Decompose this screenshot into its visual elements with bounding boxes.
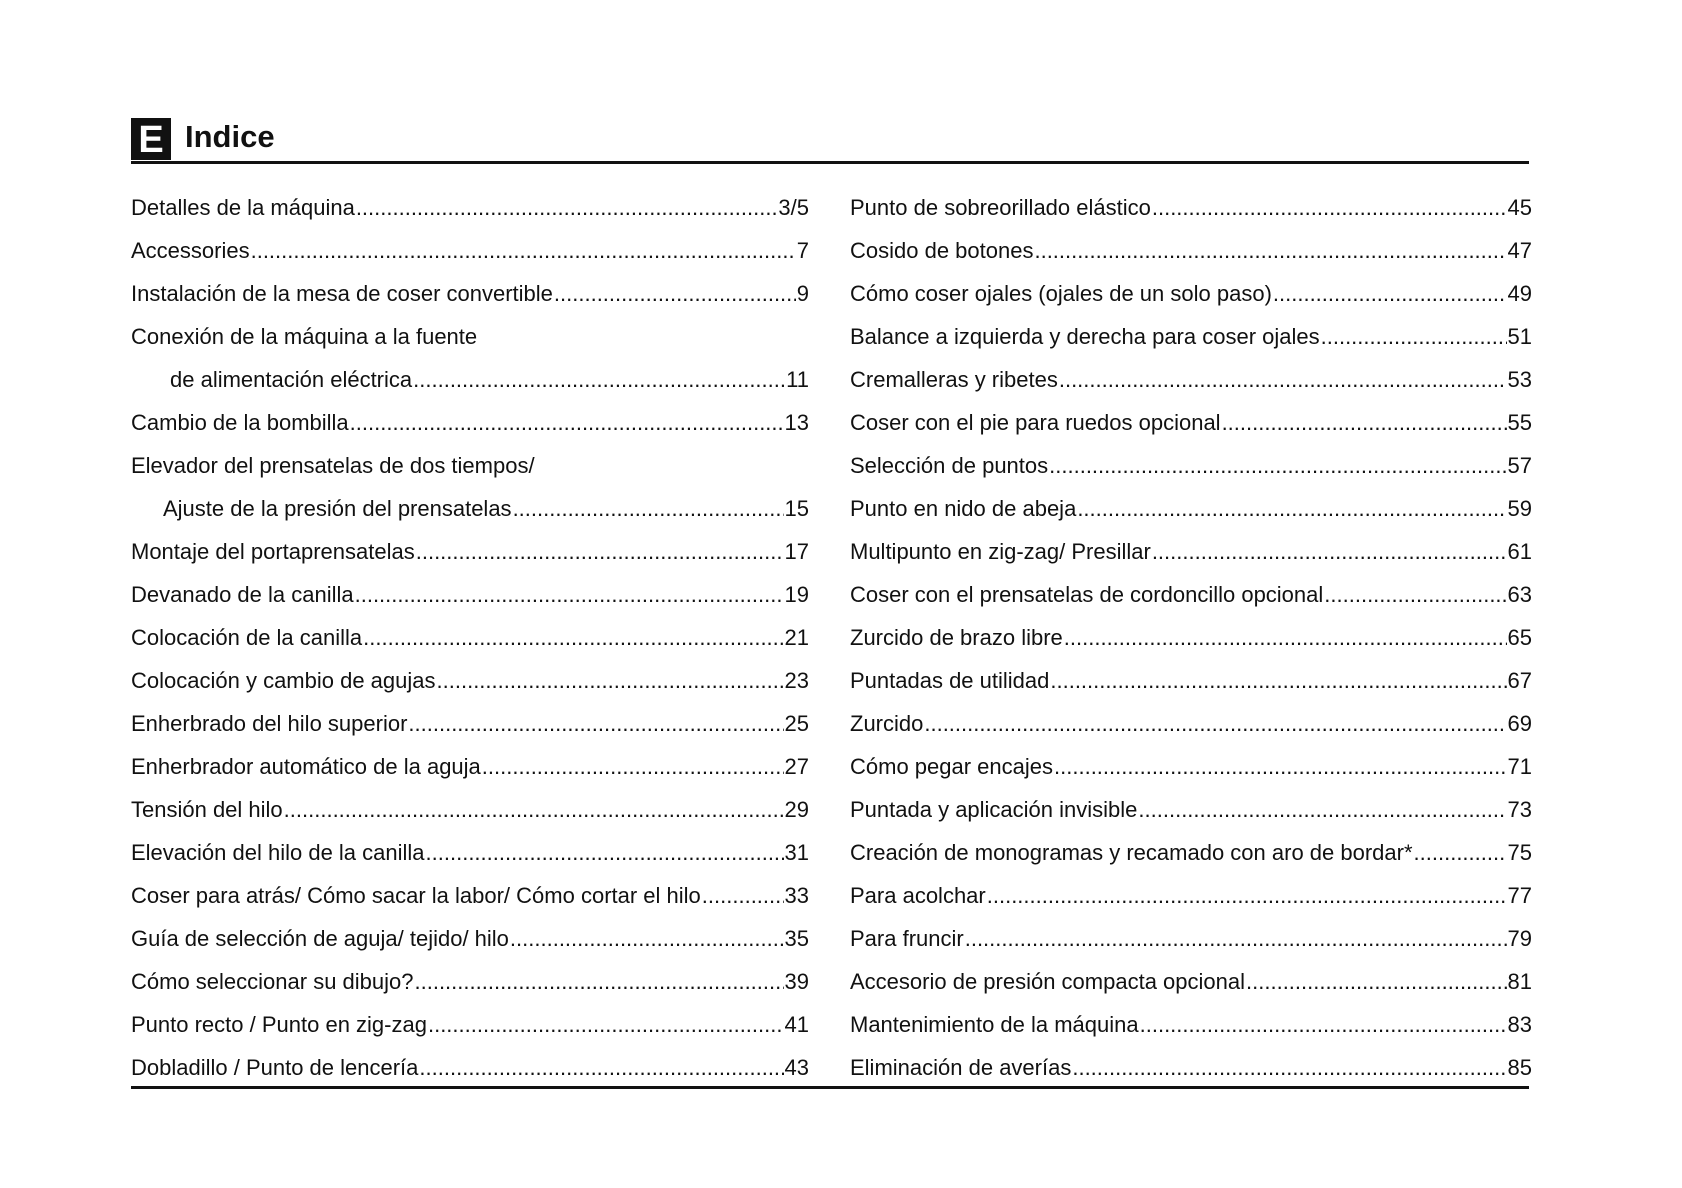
toc-entry[interactable]: [850, 487, 1532, 530]
toc-entry-page: 13: [784, 410, 809, 435]
leader-dots: [416, 530, 784, 573]
toc-entry[interactable]: [131, 530, 809, 573]
toc-entry-page: 51: [1507, 324, 1532, 349]
index-header: [131, 114, 1529, 164]
toc-entry-page: 17: [784, 539, 809, 564]
toc-entry-label: Enherbrador automático de la aguja: [131, 754, 481, 779]
toc-entry-page: 35: [784, 926, 809, 951]
toc-entry-label: Eliminación de averías: [850, 1055, 1072, 1080]
toc-entry-page: 43: [784, 1055, 809, 1080]
toc-entry[interactable]: [131, 186, 809, 229]
toc-entry[interactable]: [850, 358, 1532, 401]
toc-entry-label: Cosido de botones: [850, 238, 1034, 263]
toc-entry[interactable]: [131, 1046, 809, 1089]
toc-entry-label: Coser con el pie para ruedos opcional: [850, 410, 1221, 435]
index-page: [131, 114, 1532, 1089]
toc-entry-page: 63: [1507, 582, 1532, 607]
right-column: [850, 186, 1532, 1089]
toc-entry-page: 15: [784, 496, 809, 521]
toc-entry[interactable]: [131, 358, 809, 401]
leader-dots: [1054, 745, 1507, 788]
toc-entry-label: Cambio de la bombilla: [131, 410, 349, 435]
toc-entry-page: 59: [1507, 496, 1532, 521]
toc-entry[interactable]: [850, 831, 1532, 874]
toc-entry[interactable]: [131, 745, 809, 788]
toc-entry-page: 31: [784, 840, 809, 865]
index-columns: [131, 186, 1532, 1089]
toc-entry[interactable]: [131, 917, 809, 960]
leader-dots: [1077, 487, 1506, 530]
leader-dots: [554, 272, 796, 315]
leader-dots: [1059, 358, 1507, 401]
toc-entry-label: Devanado de la canilla: [131, 582, 354, 607]
leader-dots: [363, 616, 783, 659]
toc-entry[interactable]: [850, 229, 1532, 272]
page-title: Indice: [185, 119, 275, 154]
toc-entry[interactable]: [131, 659, 809, 702]
toc-entry-page: 61: [1507, 539, 1532, 564]
toc-entry[interactable]: [850, 530, 1532, 573]
toc-entry-label: Puntadas de utilidad: [850, 668, 1050, 693]
leader-dots: [1152, 530, 1507, 573]
toc-entry-label: Zurcido: [850, 711, 924, 736]
leader-dots: [924, 702, 1506, 745]
leader-dots: [1324, 573, 1506, 616]
leader-dots: [356, 186, 778, 229]
toc-entry-page: 55: [1507, 410, 1532, 435]
toc-entry-label: Enherbrado del hilo superior: [131, 711, 408, 736]
toc-entry-label: Colocación de la canilla: [131, 625, 363, 650]
toc-entry-label: Punto de sobreorillado elástico: [850, 195, 1151, 220]
toc-entry[interactable]: [131, 573, 809, 616]
toc-entry-label: Cómo pegar encajes: [850, 754, 1054, 779]
toc-entry-page: 81: [1507, 969, 1532, 994]
leader-dots: [1222, 401, 1507, 444]
toc-entry-page: 49: [1507, 281, 1532, 306]
leader-dots: [965, 917, 1507, 960]
toc-entry-label: Montaje del portaprensatelas: [131, 539, 415, 564]
leader-dots: [350, 401, 784, 444]
leader-dots: [1050, 659, 1506, 702]
toc-entry[interactable]: [131, 874, 809, 917]
toc-entry[interactable]: [850, 1003, 1532, 1046]
leader-dots: [1152, 186, 1507, 229]
toc-entry-page: 23: [784, 668, 809, 693]
toc-entry[interactable]: [850, 788, 1532, 831]
toc-entry[interactable]: [131, 315, 809, 358]
leader-dots: [510, 917, 784, 960]
toc-entry-page: 77: [1507, 883, 1532, 908]
toc-entry-label: Tensión del hilo: [131, 797, 283, 822]
toc-entry-page: 29: [784, 797, 809, 822]
toc-entry-page: 33: [784, 883, 809, 908]
leader-dots: [1273, 272, 1507, 315]
toc-entry-label: Accesorio de presión compacta opcional: [850, 969, 1246, 994]
toc-entry-label: Ajuste de la presión del prensatelas: [163, 496, 512, 521]
toc-entry[interactable]: [850, 1046, 1532, 1089]
toc-entry-page: 19: [784, 582, 809, 607]
toc-entry[interactable]: [850, 960, 1532, 1003]
leader-dots: [419, 1046, 783, 1089]
toc-entry[interactable]: [850, 874, 1532, 917]
toc-entry[interactable]: [850, 573, 1532, 616]
toc-entry-page: 11: [786, 367, 809, 392]
leader-dots: [251, 229, 796, 272]
toc-entry-page: 69: [1507, 711, 1532, 736]
toc-entry[interactable]: [850, 186, 1532, 229]
toc-entry-label: Punto recto / Punto en zig-zag: [131, 1012, 427, 1037]
toc-entry-label: Cómo seleccionar su dibujo?: [131, 969, 414, 994]
toc-entry[interactable]: [131, 444, 809, 487]
toc-entry-page: 65: [1507, 625, 1532, 650]
toc-entry-page: 57: [1507, 453, 1532, 478]
leader-dots: [513, 487, 784, 530]
toc-entry[interactable]: [131, 401, 809, 444]
toc-entry[interactable]: [850, 917, 1532, 960]
toc-entry-label: Accessories: [131, 238, 250, 263]
leader-dots: [355, 573, 784, 616]
leader-dots: [408, 702, 783, 745]
toc-entry[interactable]: [131, 960, 809, 1003]
toc-entry-label: Cómo coser ojales (ojales de un solo paso): [850, 281, 1272, 306]
toc-entry[interactable]: [131, 272, 809, 315]
language-badge: E: [131, 118, 171, 160]
toc-entry[interactable]: [850, 315, 1532, 358]
toc-entry[interactable]: [131, 229, 809, 272]
toc-entry-label: Para acolchar: [850, 883, 986, 908]
leader-dots: [413, 358, 785, 401]
toc-entry-label: Mantenimiento de la máquina: [850, 1012, 1139, 1037]
toc-entry[interactable]: [131, 788, 809, 831]
toc-entry-page: 67: [1507, 668, 1532, 693]
toc-entry-label: Conexión de la máquina a la fuente: [131, 324, 478, 349]
toc-entry-label: Coser para atrás/ Cómo sacar la labor/ Cómo cortar el hilo: [131, 883, 701, 908]
leader-dots: [702, 874, 784, 917]
toc-entry-label: Multipunto en zig-zag/ Presillar: [850, 539, 1151, 564]
toc-entry-page: 3/5: [778, 195, 809, 220]
toc-entry-page: 75: [1507, 840, 1532, 865]
toc-entry[interactable]: [850, 444, 1532, 487]
toc-entry[interactable]: [850, 745, 1532, 788]
toc-entry-label: Dobladillo / Punto de lencería: [131, 1055, 419, 1080]
toc-entry-page: 83: [1507, 1012, 1532, 1037]
leader-dots: [1321, 315, 1507, 358]
toc-entry-page: 85: [1507, 1055, 1532, 1080]
toc-entry[interactable]: [131, 831, 809, 874]
leader-dots: [1064, 616, 1507, 659]
toc-entry-page: 39: [784, 969, 809, 994]
leader-dots: [1140, 1003, 1507, 1046]
toc-entry-page: 21: [784, 625, 809, 650]
leader-dots: [1034, 229, 1506, 272]
toc-entry-label: Puntada y aplicación invisible: [850, 797, 1138, 822]
bottom-divider: [131, 1086, 1529, 1089]
left-column: [131, 186, 809, 1089]
toc-entry-page: 79: [1507, 926, 1532, 951]
toc-entry-label: Selección de puntos: [850, 453, 1049, 478]
toc-entry[interactable]: [850, 659, 1532, 702]
leader-dots: [415, 960, 784, 1003]
toc-entry-label: de alimentación eléctrica: [170, 367, 413, 392]
toc-entry-label: Cremalleras y ribetes: [850, 367, 1058, 392]
toc-entry-label: Punto en nido de abeja: [850, 496, 1077, 521]
toc-entry[interactable]: [131, 487, 809, 530]
toc-entry-label: Guía de selección de aguja/ tejido/ hilo: [131, 926, 509, 951]
leader-dots: [1138, 788, 1506, 831]
toc-entry-page: 41: [784, 1012, 809, 1037]
toc-entry-label: Elevación del hilo de la canilla: [131, 840, 425, 865]
leader-dots: [428, 1003, 784, 1046]
toc-entry-label: Colocación y cambio de agujas: [131, 668, 436, 693]
toc-entry-label: Coser con el prensatelas de cordoncillo opcional: [850, 582, 1324, 607]
toc-entry-page: 73: [1507, 797, 1532, 822]
toc-entry-page: 25: [784, 711, 809, 736]
toc-entry[interactable]: [131, 1003, 809, 1046]
toc-entry-page: 7: [796, 238, 809, 263]
toc-entry-label: Detalles de la máquina: [131, 195, 355, 220]
toc-entry-page: 45: [1507, 195, 1532, 220]
toc-entry-label: Instalación de la mesa de coser convertible: [131, 281, 553, 306]
toc-entry[interactable]: [131, 616, 809, 659]
toc-entry-page: 53: [1507, 367, 1532, 392]
leader-dots: [437, 659, 784, 702]
leader-dots: [482, 745, 784, 788]
leader-dots: [426, 831, 784, 874]
toc-entry-page: 47: [1507, 238, 1532, 263]
leader-dots: [1072, 1046, 1506, 1089]
leader-dots: [1049, 444, 1506, 487]
toc-entry-label: Elevador del prensatelas de dos tiempos/: [131, 453, 535, 478]
toc-entry-page: 9: [796, 281, 809, 306]
leader-dots: [1414, 831, 1507, 874]
toc-entry-label: Balance a izquierda y derecha para coser ojales: [850, 324, 1320, 349]
toc-entry-page: 71: [1507, 754, 1532, 779]
toc-entry-label: Para fruncir: [850, 926, 964, 951]
toc-entry-page: 27: [784, 754, 809, 779]
toc-entry[interactable]: [850, 401, 1532, 444]
toc-entry-label: Zurcido de brazo libre: [850, 625, 1063, 650]
toc-entry[interactable]: [850, 702, 1532, 745]
leader-dots: [1246, 960, 1507, 1003]
toc-entry[interactable]: [850, 616, 1532, 659]
toc-entry-label: Creación de monogramas y recamado con aro de bordar*: [850, 840, 1413, 865]
leader-dots: [284, 788, 784, 831]
toc-entry[interactable]: [850, 272, 1532, 315]
leader-dots: [987, 874, 1507, 917]
toc-entry[interactable]: [131, 702, 809, 745]
